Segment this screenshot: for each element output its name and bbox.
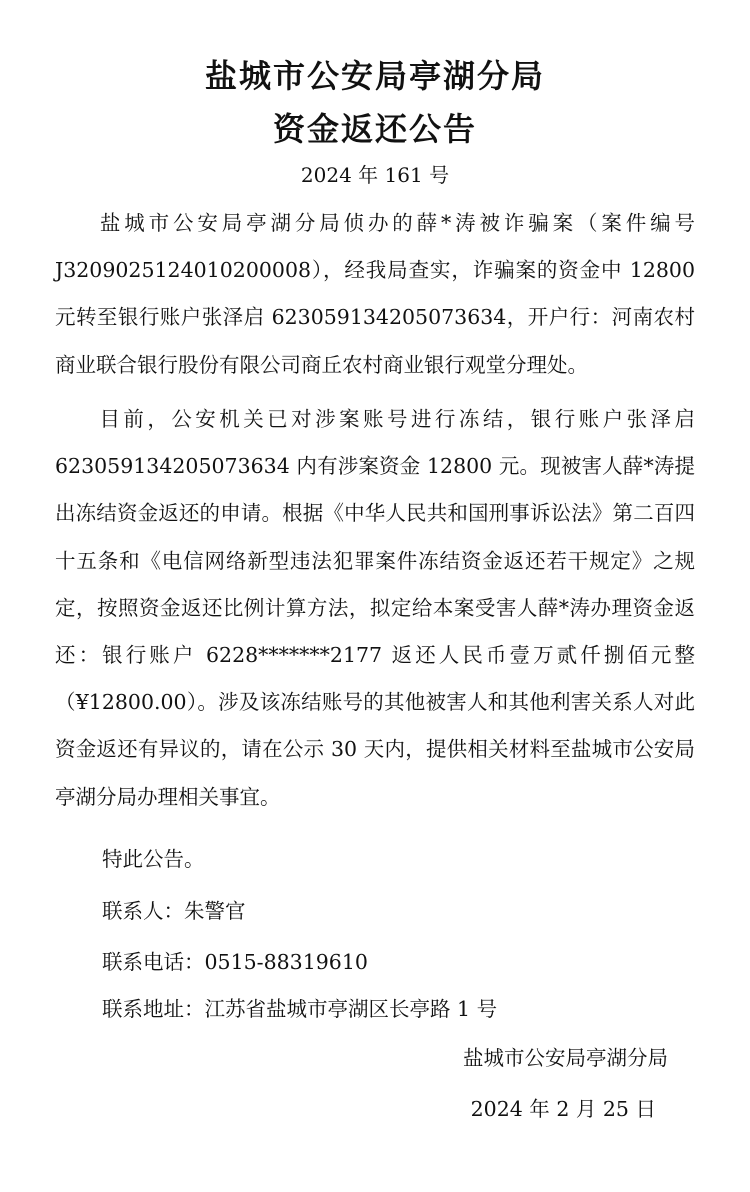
body-paragraph-1 [55,200,695,389]
body-paragraph-2 [55,396,695,821]
paragraph-1-text: 盐城市公安局亭湖分局侦办的薛*涛被诈骗案（案件编号J3209025124010200008），经我局查实，诈骗案的资金中 12800 元转至银行账户张泽启 623059134205073634，开户行：河南农村商业联合银行股份有限公司商丘农村商业银行观堂分理处。 [55,211,695,377]
contact-person: 联系人：朱警官 [102,899,246,923]
contact-address: 联系地址：江苏省盐城市亭湖区长亭路 1 号 [102,997,498,1021]
document-title: 盐城市公安局亭湖分局 [204,57,545,95]
issue-date: 2024 年 2 月 25 日 [470,1097,656,1121]
contact-phone: 联系电话：0515-88319610 [102,950,368,974]
paragraph-2-text: 目前，公安机关已对涉案账号进行冻结，银行账户张泽启623059134205073634 内有涉案资金 12800 元。现被害人薛*涛提出冻结资金返还的申请。根据《中华人民共和国刑事诉讼法》第二百四十五条和《电信网络新型违法犯罪案件冻结资金返还若干规定》之规定，按照资金返还比例计算方法，拟定给本案受害人薛*涛办理资金返还：银行账户 6228*******2177 返还人民币壹万贰仟捌佰元整（¥12800.00）。涉及该冻结账号的其他被害人和其他利害关系人对此资金返还有异议的，请在公示 30 天内，提供相关材料至盐城市公安局亭湖分局办理相关事宜。 [55,407,695,809]
closing-notice: 特此公告。 [102,847,205,871]
issuer-signature: 盐城市公安局亭湖分局 [463,1046,668,1070]
document-number: 2024 年 161 号 [300,163,450,187]
document-subtitle: 资金返还公告 [272,110,477,148]
